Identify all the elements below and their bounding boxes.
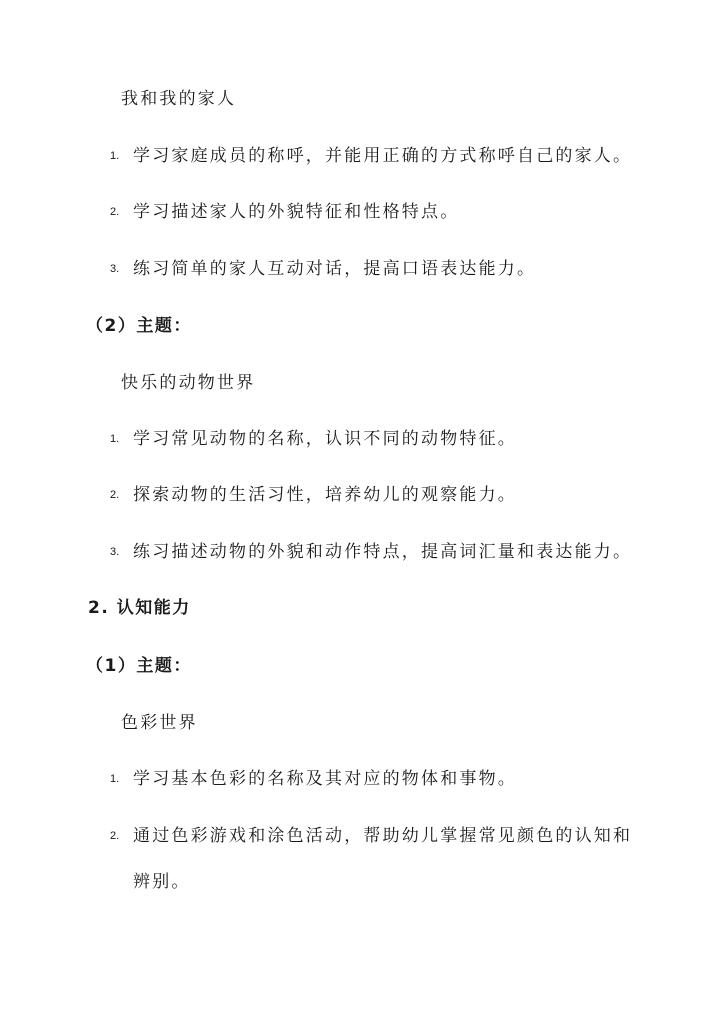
list-item: 通过色彩游戏和涂色活动，帮助幼儿掌握常见颜色的认知和 bbox=[133, 826, 633, 846]
list-number: 2. bbox=[110, 830, 120, 842]
topic-title-family: 我和我的家人 bbox=[121, 89, 237, 109]
list-number: 3. bbox=[110, 263, 120, 275]
section-heading-topic-1: （1）主题： bbox=[86, 656, 192, 676]
list-item: 探索动物的生活习性，培养幼儿的观察能力。 bbox=[133, 485, 517, 505]
list-item: 练习描述动物的外貌和动作特点，提高词汇量和表达能力。 bbox=[133, 542, 633, 562]
list-number: 2. bbox=[110, 489, 120, 501]
list-number: 3. bbox=[110, 546, 120, 558]
list-item: 练习简单的家人互动对话，提高口语表达能力。 bbox=[133, 259, 537, 279]
topic-title-animals: 快乐的动物世界 bbox=[121, 373, 256, 393]
section-heading-cognitive: 2. 认知能力 bbox=[88, 598, 191, 618]
list-item: 学习家庭成员的称呼，并能用正确的方式称呼自己的家人。 bbox=[133, 146, 633, 166]
list-item: 学习常见动物的名称，认识不同的动物特征。 bbox=[133, 429, 517, 449]
list-item: 学习描述家人的外貌特征和性格特点。 bbox=[133, 202, 460, 222]
list-item: 学习基本色彩的名称及其对应的物体和事物。 bbox=[133, 769, 517, 789]
section-heading-topic-2: （2）主题： bbox=[86, 316, 192, 336]
list-number: 1. bbox=[110, 773, 120, 785]
topic-title-colors: 色彩世界 bbox=[121, 713, 198, 733]
list-number: 1. bbox=[110, 150, 120, 162]
list-number: 1. bbox=[110, 433, 120, 445]
list-number: 2. bbox=[110, 206, 120, 218]
list-item-continuation: 辨别。 bbox=[133, 872, 191, 892]
